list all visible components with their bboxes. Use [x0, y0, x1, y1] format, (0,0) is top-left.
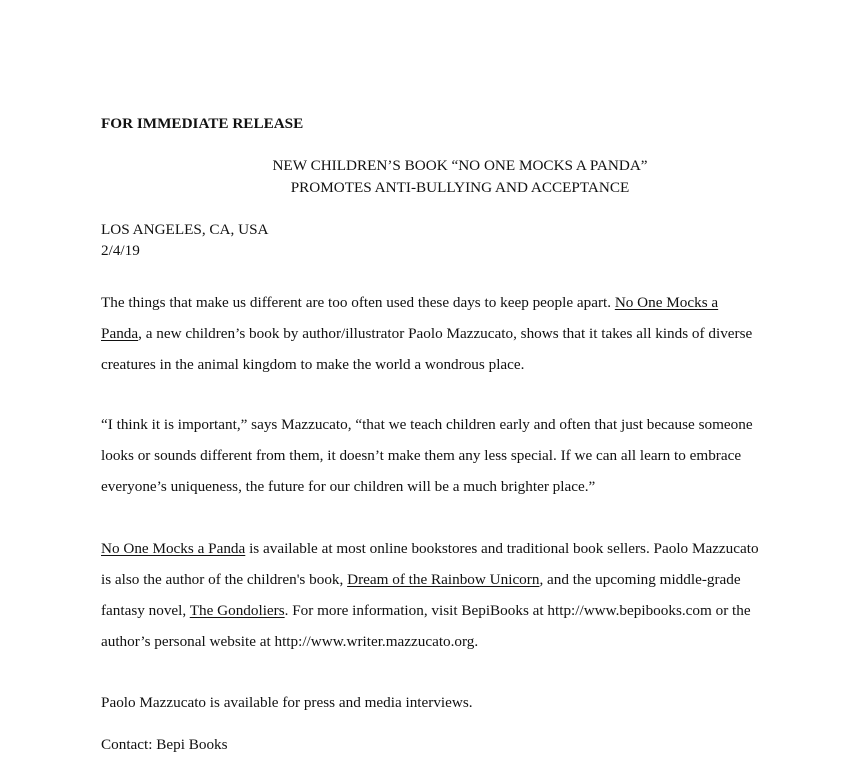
gondoliers-title-link[interactable]: The Gondoliers: [189, 602, 285, 619]
release-label: FOR IMMEDIATE RELEASE: [101, 115, 304, 132]
rainbow-unicorn-title-link[interactable]: Dream of the Rainbow Unicorn: [347, 571, 540, 588]
dateline-location: LOS ANGELES, CA, USA: [101, 221, 269, 238]
book-title-link[interactable]: No One Mocks a Panda: [101, 294, 719, 342]
headline-line-1: NEW CHILDREN’S BOOK “NO ONE MOCKS A PANDA”: [272, 157, 648, 174]
paragraph-availability-text-a: is available at most online bookstores and traditional book sellers. Paolo Mazzucato is also the author of the children's book,: [101, 540, 759, 588]
paragraph-availability-text-b: , and the upcoming middle-grade fantasy novel,: [101, 571, 741, 619]
paragraph-quote: “I think it is important,” says Mazzucato, “that we teach children early and often that just because someone looks or sounds different from them, it doesn’t make them any less special. If we can all learn to embrace everyone’s uniqueness, the future for our children will be a much brighter place.”: [101, 416, 753, 495]
paragraph-availability-text-c: . For more information, visit BepiBooks at http://www.bepibooks.com or the author’s personal website at http://www.writer.mazzucato.org.: [101, 602, 751, 650]
book-title-link[interactable]: No One Mocks a Panda: [101, 540, 246, 557]
paragraph-intro-text-a: The things that make us different are too often used these days to keep people apart.: [101, 294, 615, 311]
paragraph-availability: [101, 533, 761, 657]
paragraph-contact: Contact: Bepi Books: [101, 736, 228, 753]
paragraph-intro-text-b: , a new children’s book by author/illustrator Paolo Mazzucato, shows that it takes all kinds of diverse creatures in the animal kingdom to make the world a wondrous place.: [101, 325, 753, 373]
dateline: [101, 219, 269, 261]
dateline-date: 2/4/19: [101, 242, 140, 259]
headline: [101, 155, 819, 199]
paragraph-interviews: Paolo Mazzucato is available for press and media interviews.: [101, 694, 473, 711]
headline-line-2: PROMOTES ANTI-BULLYING AND ACCEPTANCE: [290, 179, 630, 196]
paragraph-intro: [101, 287, 761, 380]
